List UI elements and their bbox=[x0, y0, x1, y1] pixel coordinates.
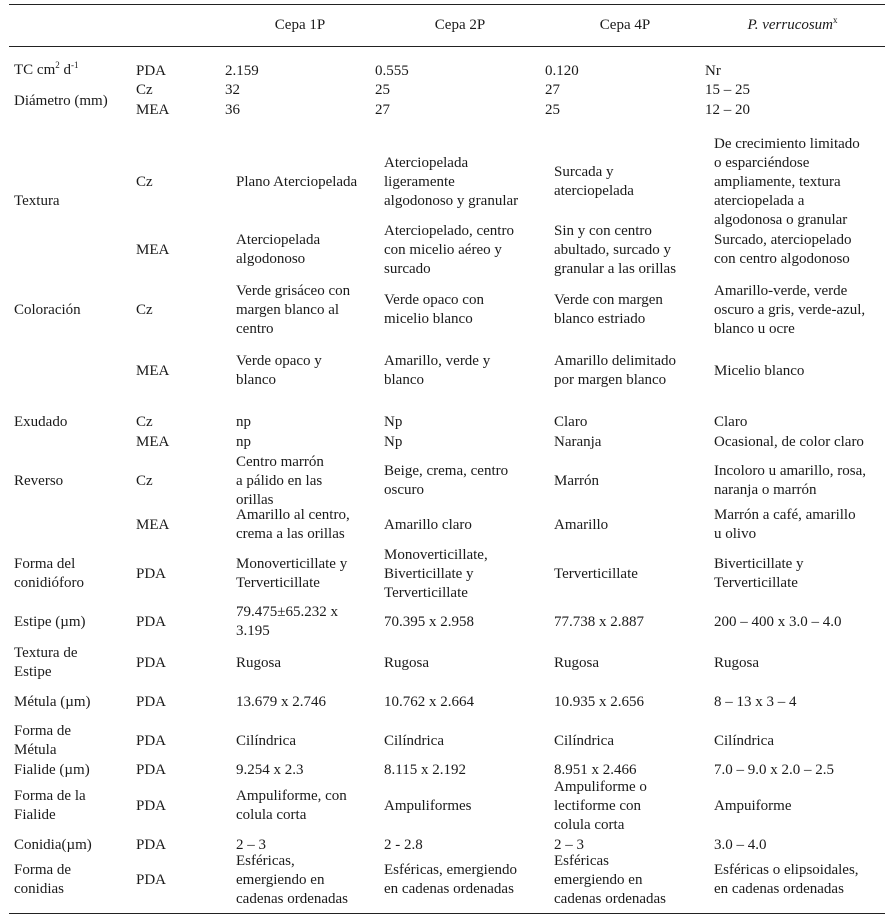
cepa-1p-cell: Rugosa bbox=[236, 655, 281, 671]
medium-cell: PDA bbox=[136, 566, 167, 582]
cepa-1p-cell: 2 – 3 bbox=[236, 837, 266, 853]
cepa-2p-cell: Aterciopelado, centro con micelio aéreo y surcado bbox=[384, 223, 514, 277]
cepa-4p-cell: Amarillo bbox=[554, 517, 609, 533]
cepa-2p-cell: Verde opaco con micelio blanco bbox=[384, 292, 484, 327]
cepa-2p-cell: 0.555 bbox=[375, 63, 409, 79]
medium-cell: MEA bbox=[136, 242, 170, 258]
cepa-4p-cell: Terverticillate bbox=[554, 566, 638, 582]
p-verrucosum-cell: De crecimiento limitado o esparciéndose ampliamente, textura aterciopelada a algodonosa o granular bbox=[714, 136, 860, 228]
medium-cell: PDA bbox=[136, 614, 167, 630]
p-verrucosum-cell: Esféricas o elipsoidales, en cadenas ordenadas bbox=[714, 862, 859, 897]
cepa-1p-cell: Esféricas, emergiendo en cadenas ordenadas bbox=[236, 853, 349, 907]
cepa-1p-cell: 36 bbox=[225, 102, 240, 118]
header-cepa-1p: Cepa 1P bbox=[274, 17, 326, 33]
cepa-1p-cell: Verde grisáceo con margen blanco al centro bbox=[236, 283, 351, 337]
cepa-1p-cell: Centro marrón a pálido en las orillas bbox=[236, 454, 324, 508]
cepa-1p-cell: Ampuliforme, con colula corta bbox=[236, 788, 347, 823]
cepa-4p-cell: Cilíndrica bbox=[554, 733, 614, 749]
cepa-4p-cell: 27 bbox=[545, 82, 560, 98]
cepa-1p-cell: Verde opaco y blanco bbox=[236, 353, 322, 388]
cepa-4p-cell: 25 bbox=[545, 102, 560, 118]
cepa-4p-cell: 77.738 x 2.887 bbox=[554, 614, 644, 630]
row-label: Textura de Estipe bbox=[14, 645, 78, 680]
cepa-4p-cell: 2 – 3 bbox=[554, 837, 584, 853]
cepa-1p-cell: np bbox=[236, 434, 251, 450]
row-label: Reverso bbox=[14, 473, 64, 489]
cepa-2p-cell: Aterciopelada ligeramente algodonoso y granular bbox=[384, 155, 519, 209]
cepa-1p-cell: 9.254 x 2.3 bbox=[236, 762, 304, 778]
cepa-4p-cell: Surcada y aterciopelada bbox=[554, 164, 634, 199]
cepa-1p-cell: np bbox=[236, 414, 251, 430]
row-label: Forma de conidias bbox=[14, 862, 72, 897]
medium-cell: MEA bbox=[136, 102, 170, 118]
header-rule bbox=[9, 46, 885, 47]
label-tc bbox=[14, 61, 79, 80]
cepa-4p-cell: Amarillo delimitado por margen blanco bbox=[554, 353, 677, 388]
p-verrucosum-cell: Cilíndrica bbox=[714, 733, 774, 749]
cepa-2p-cell: Cilíndrica bbox=[384, 733, 444, 749]
row-label: Diámetro (mm) bbox=[14, 93, 108, 109]
cepa-2p-cell: Beige, crema, centro oscuro bbox=[384, 463, 509, 498]
cepa-2p-cell: Np bbox=[384, 414, 403, 430]
medium-cell: MEA bbox=[136, 363, 170, 379]
medium-cell: PDA bbox=[136, 63, 167, 79]
p-verrucosum-cell: Incoloro u amarillo, rosa, naranja o marrón bbox=[714, 463, 867, 498]
cepa-4p-cell: Marrón bbox=[554, 473, 599, 489]
cepa-1p-cell: Monoverticillate y Terverticillate bbox=[236, 556, 348, 591]
cepa-1p-cell: Aterciopelada algodonoso bbox=[236, 232, 321, 267]
row-label: Exudado bbox=[14, 414, 68, 430]
medium-cell: PDA bbox=[136, 798, 167, 814]
medium-cell: MEA bbox=[136, 434, 170, 450]
p-verrucosum-cell: Biverticillate y Terverticillate bbox=[714, 556, 804, 591]
cepa-1p-cell: 13.679 x 2.746 bbox=[236, 694, 326, 710]
cepa-4p-cell: Naranja bbox=[554, 434, 602, 450]
row-label: Estipe (µm) bbox=[14, 614, 86, 630]
cepa-1p-cell: 2.159 bbox=[225, 63, 259, 79]
cepa-2p-cell: 70.395 x 2.958 bbox=[384, 614, 474, 630]
cepa-2p-cell: 10.762 x 2.664 bbox=[384, 694, 474, 710]
medium-cell: MEA bbox=[136, 517, 170, 533]
cepa-2p-cell: Rugosa bbox=[384, 655, 429, 671]
cepa-1p-cell: 79.475±65.232 x 3.195 bbox=[236, 604, 338, 639]
tc-text-mid: d bbox=[59, 62, 71, 78]
cepa-4p-cell: 10.935 x 2.656 bbox=[554, 694, 644, 710]
p-verrucosum-cell: 200 – 400 x 3.0 – 4.0 bbox=[714, 614, 842, 630]
cepa-1p-cell: Cilíndrica bbox=[236, 733, 296, 749]
p-verrucosum-cell: Claro bbox=[714, 414, 748, 430]
tc-sup-2: -1 bbox=[71, 60, 79, 70]
cepa-2p-cell: 27 bbox=[375, 102, 390, 118]
p-verrucosum-cell: Ampuiforme bbox=[714, 798, 792, 814]
cepa-1p-cell: 32 bbox=[225, 82, 240, 98]
medium-cell: Cz bbox=[136, 414, 153, 430]
header-cepa-4p: Cepa 4P bbox=[599, 17, 651, 33]
p-verrucosum-cell: 15 – 25 bbox=[705, 82, 750, 98]
cepa-1p-cell: Amarillo al centro, crema a las orillas bbox=[236, 507, 350, 542]
row-label: Forma del conidióforo bbox=[14, 556, 84, 591]
cepa-2p-cell: Np bbox=[384, 434, 403, 450]
p-verrucosum-cell: Rugosa bbox=[714, 655, 759, 671]
header-p-verrucosum bbox=[705, 16, 880, 35]
p-verrucosum-cell: Amarillo-verde, verde oscuro a gris, verde-azul, blanco u ocre bbox=[714, 283, 866, 337]
row-label: Textura bbox=[14, 193, 60, 209]
row-label: Conidia(µm) bbox=[14, 837, 92, 853]
medium-cell: PDA bbox=[136, 762, 167, 778]
species-name: P. verrucosum bbox=[747, 17, 834, 33]
medium-cell: Cz bbox=[136, 302, 153, 318]
medium-cell: PDA bbox=[136, 837, 167, 853]
p-verrucosum-cell: 3.0 – 4.0 bbox=[714, 837, 767, 853]
medium-cell: Cz bbox=[136, 82, 153, 98]
medium-cell: PDA bbox=[136, 655, 167, 671]
p-verrucosum-cell: Micelio blanco bbox=[714, 363, 805, 379]
p-verrucosum-cell: Nr bbox=[705, 63, 721, 79]
p-verrucosum-cell: 8 – 13 x 3 – 4 bbox=[714, 694, 797, 710]
cepa-4p-cell: Ampuliforme o lectiforme con colula corta bbox=[554, 779, 647, 833]
p-verrucosum-cell: 12 – 20 bbox=[705, 102, 750, 118]
row-label: Coloración bbox=[14, 302, 81, 318]
row-label: Fialide (µm) bbox=[14, 762, 90, 778]
cepa-2p-cell: Esféricas, emergiendo en cadenas ordenadas bbox=[384, 862, 518, 897]
tc-sup-1: 2 bbox=[55, 60, 60, 70]
bottom-rule bbox=[9, 913, 885, 914]
cepa-4p-cell: Verde con margen blanco estriado bbox=[554, 292, 663, 327]
p-verrucosum-cell: Surcado, aterciopelado con centro algodonoso bbox=[714, 232, 852, 267]
top-rule bbox=[9, 4, 885, 5]
cepa-4p-cell: Rugosa bbox=[554, 655, 599, 671]
header-cepa-2p: Cepa 2P bbox=[434, 17, 486, 33]
medium-cell: PDA bbox=[136, 694, 167, 710]
cepa-2p-cell: 25 bbox=[375, 82, 390, 98]
p-verrucosum-cell: Marrón a café, amarillo u olivo bbox=[714, 507, 856, 542]
tc-text: TC cm bbox=[14, 62, 56, 78]
cepa-2p-cell: 8.115 x 2.192 bbox=[384, 762, 466, 778]
cepa-4p-cell: Claro bbox=[554, 414, 588, 430]
cepa-2p-cell: Monoverticillate, Biverticillate y Terverticillate bbox=[384, 547, 488, 601]
medium-cell: Cz bbox=[136, 473, 153, 489]
cepa-4p-cell: Sin y con centro abultado, surcado y granular a las orillas bbox=[554, 223, 677, 277]
cepa-2p-cell: Ampuliformes bbox=[384, 798, 472, 814]
medium-cell: PDA bbox=[136, 733, 167, 749]
cepa-2p-cell: Amarillo, verde y blanco bbox=[384, 353, 491, 388]
p-verrucosum-cell: Ocasional, de color claro bbox=[714, 434, 864, 450]
row-label: Métula (µm) bbox=[14, 694, 91, 710]
cepa-4p-cell: 0.120 bbox=[545, 63, 579, 79]
cepa-4p-cell: Esféricas emergiendo en cadenas ordenadas bbox=[554, 853, 667, 907]
medium-cell: Cz bbox=[136, 174, 153, 190]
cepa-1p-cell: Plano Aterciopelada bbox=[236, 174, 358, 190]
cepa-2p-cell: Amarillo claro bbox=[384, 517, 472, 533]
cepa-4p-cell: 8.951 x 2.466 bbox=[554, 762, 637, 778]
row-label: Forma de la Fialide bbox=[14, 788, 86, 823]
row-label: Forma de Métula bbox=[14, 723, 72, 758]
p-verrucosum-cell: 7.0 – 9.0 x 2.0 – 2.5 bbox=[714, 762, 834, 778]
medium-cell: PDA bbox=[136, 872, 167, 888]
cepa-2p-cell: 2 - 2.8 bbox=[384, 837, 423, 853]
footnote-mark: x bbox=[833, 15, 838, 25]
